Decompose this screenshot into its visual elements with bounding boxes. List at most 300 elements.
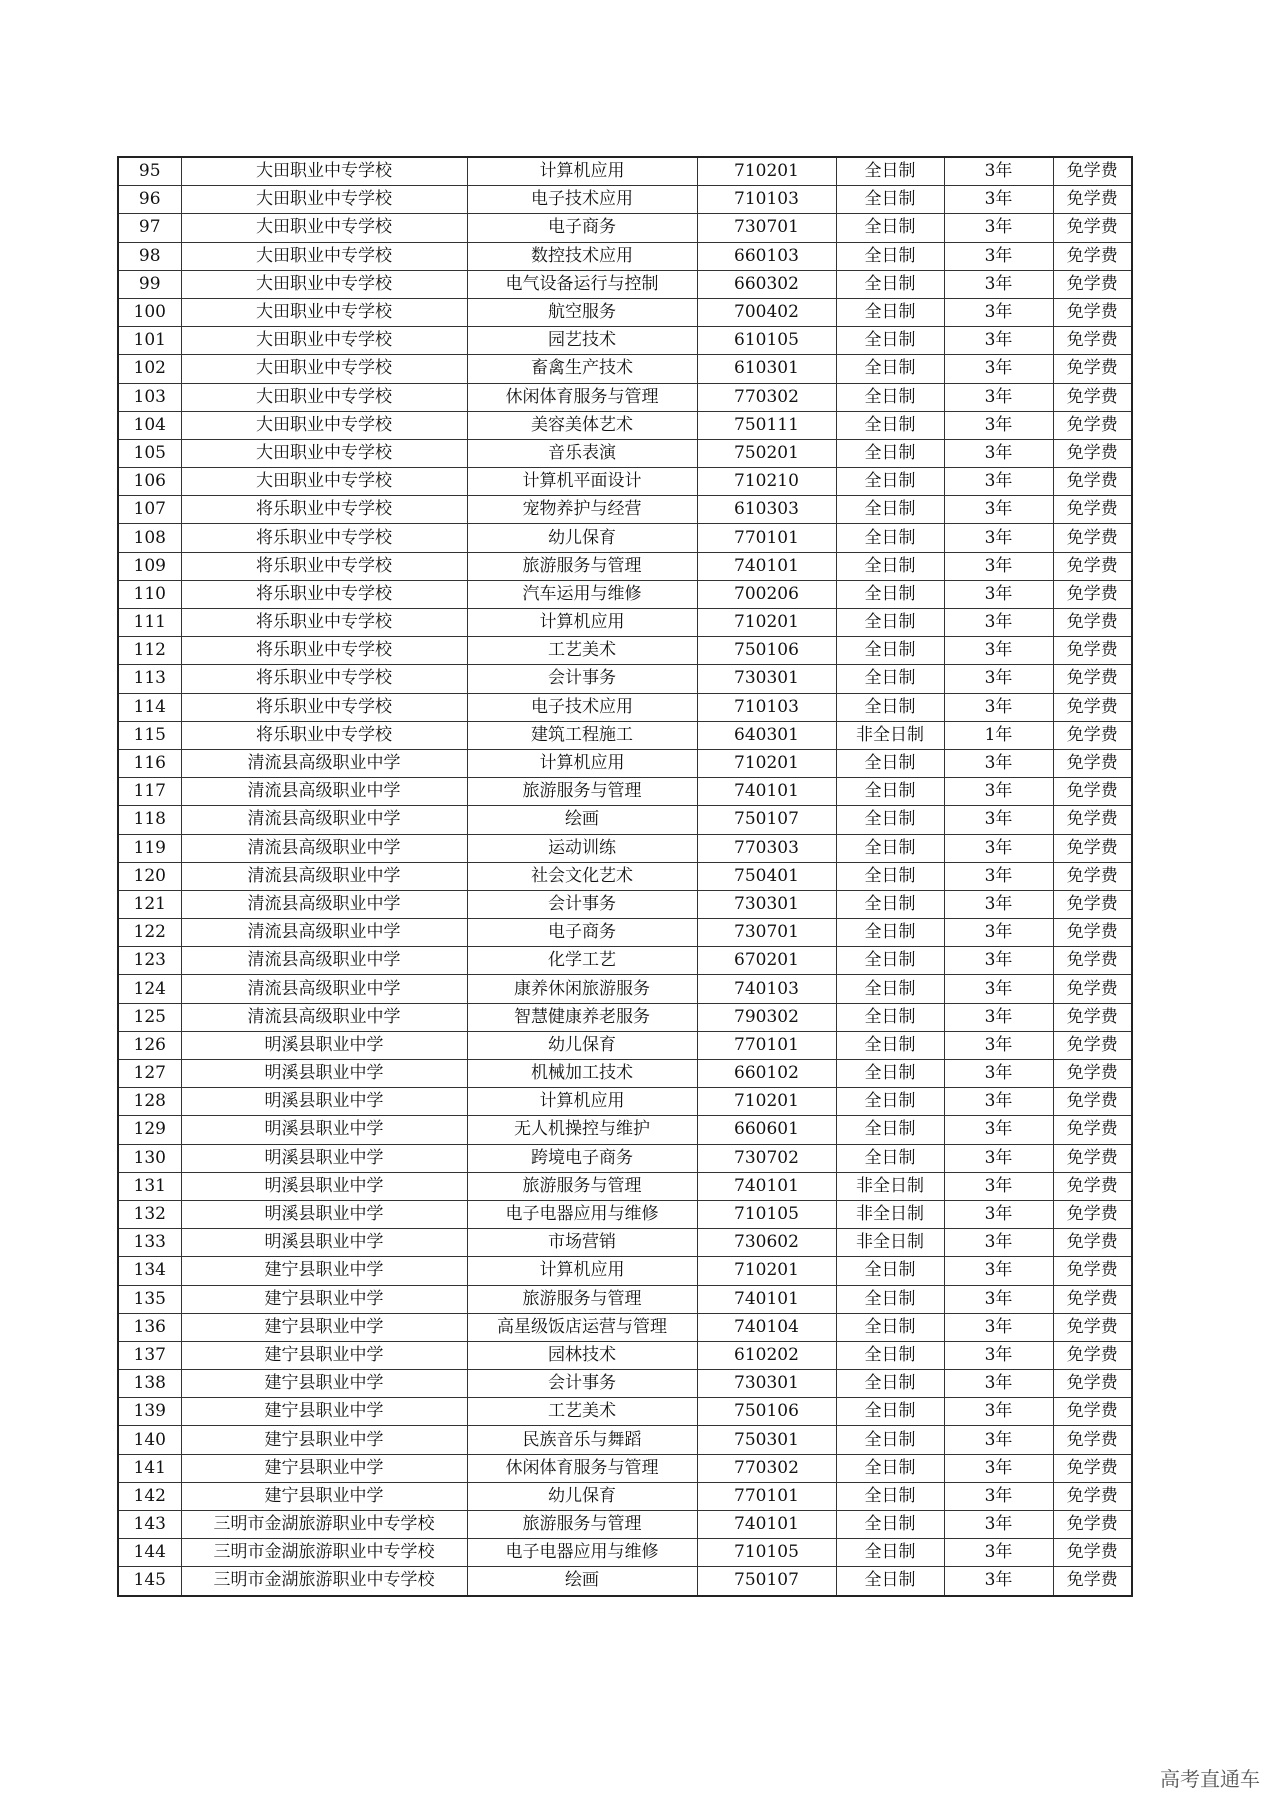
study-mode-cell: 全日制 [836, 1060, 944, 1088]
row-number-cell: 133 [118, 1229, 181, 1257]
duration-cell: 3年 [944, 1285, 1053, 1313]
study-mode-cell: 非全日制 [836, 1172, 944, 1200]
tuition-cell: 免学费 [1053, 1172, 1132, 1200]
tuition-cell: 免学费 [1053, 919, 1132, 947]
table-row [118, 749, 1132, 777]
table-row [118, 1003, 1132, 1031]
table-row [118, 609, 1132, 637]
school-cell: 清流县高级职业中学 [181, 806, 467, 834]
row-number-cell: 138 [118, 1370, 181, 1398]
study-mode-cell: 非全日制 [836, 721, 944, 749]
table-row [118, 327, 1132, 355]
tuition-cell: 免学费 [1053, 1567, 1132, 1596]
row-number-cell: 97 [118, 214, 181, 242]
tuition-cell: 免学费 [1053, 1200, 1132, 1228]
school-cell: 清流县高级职业中学 [181, 778, 467, 806]
table-row [118, 1341, 1132, 1369]
tuition-cell: 免学费 [1053, 242, 1132, 270]
school-cell: 建宁县职业中学 [181, 1313, 467, 1341]
study-mode-cell: 全日制 [836, 778, 944, 806]
tuition-cell: 免学费 [1053, 1144, 1132, 1172]
table-row [118, 1060, 1132, 1088]
row-number-cell: 107 [118, 496, 181, 524]
major-code-cell: 730701 [697, 214, 836, 242]
duration-cell: 3年 [944, 665, 1053, 693]
duration-cell: 3年 [944, 834, 1053, 862]
school-cell: 明溪县职业中学 [181, 1116, 467, 1144]
row-number-cell: 111 [118, 609, 181, 637]
row-number-cell: 134 [118, 1257, 181, 1285]
duration-cell: 3年 [944, 609, 1053, 637]
row-number-cell: 98 [118, 242, 181, 270]
duration-cell: 3年 [944, 552, 1053, 580]
duration-cell: 3年 [944, 157, 1053, 186]
study-mode-cell: 全日制 [836, 947, 944, 975]
duration-cell: 3年 [944, 214, 1053, 242]
table-row [118, 439, 1132, 467]
study-mode-cell: 全日制 [836, 1088, 944, 1116]
duration-cell: 3年 [944, 890, 1053, 918]
duration-cell: 3年 [944, 1172, 1053, 1200]
major-code-cell: 740101 [697, 552, 836, 580]
duration-cell: 3年 [944, 947, 1053, 975]
school-cell: 大田职业中专学校 [181, 383, 467, 411]
major-code-cell: 700402 [697, 298, 836, 326]
major-cell: 美容美体艺术 [467, 411, 697, 439]
row-number-cell: 117 [118, 778, 181, 806]
table-row [118, 1031, 1132, 1059]
row-number-cell: 118 [118, 806, 181, 834]
row-number-cell: 131 [118, 1172, 181, 1200]
school-cell: 三明市金湖旅游职业中专学校 [181, 1511, 467, 1539]
major-cell: 建筑工程施工 [467, 721, 697, 749]
study-mode-cell: 全日制 [836, 1426, 944, 1454]
major-cell: 旅游服务与管理 [467, 778, 697, 806]
school-cell: 大田职业中专学校 [181, 270, 467, 298]
major-code-cell: 740101 [697, 1172, 836, 1200]
major-cell: 会计事务 [467, 665, 697, 693]
row-number-cell: 142 [118, 1482, 181, 1510]
study-mode-cell: 全日制 [836, 1116, 944, 1144]
study-mode-cell: 全日制 [836, 496, 944, 524]
major-cell: 数控技术应用 [467, 242, 697, 270]
major-cell: 航空服务 [467, 298, 697, 326]
table-row [118, 1285, 1132, 1313]
duration-cell: 3年 [944, 327, 1053, 355]
row-number-cell: 121 [118, 890, 181, 918]
row-number-cell: 144 [118, 1539, 181, 1567]
major-cell: 计算机平面设计 [467, 468, 697, 496]
tuition-cell: 免学费 [1053, 355, 1132, 383]
school-cell: 大田职业中专学校 [181, 327, 467, 355]
duration-cell: 3年 [944, 1567, 1053, 1596]
major-cell: 电子商务 [467, 919, 697, 947]
enrollment-table [117, 156, 1133, 1597]
school-cell: 将乐职业中专学校 [181, 580, 467, 608]
major-cell: 会计事务 [467, 1370, 697, 1398]
study-mode-cell: 全日制 [836, 1511, 944, 1539]
table-row [118, 1200, 1132, 1228]
major-cell: 幼儿保育 [467, 1031, 697, 1059]
study-mode-cell: 全日制 [836, 439, 944, 467]
major-cell: 旅游服务与管理 [467, 1172, 697, 1200]
duration-cell: 3年 [944, 1060, 1053, 1088]
duration-cell: 3年 [944, 355, 1053, 383]
table-row [118, 665, 1132, 693]
school-cell: 明溪县职业中学 [181, 1172, 467, 1200]
duration-cell: 3年 [944, 975, 1053, 1003]
major-cell: 宠物养护与经营 [467, 496, 697, 524]
major-cell: 电子商务 [467, 214, 697, 242]
major-code-cell: 790302 [697, 1003, 836, 1031]
row-number-cell: 119 [118, 834, 181, 862]
tuition-cell: 免学费 [1053, 834, 1132, 862]
duration-cell: 3年 [944, 298, 1053, 326]
tuition-cell: 免学费 [1053, 1370, 1132, 1398]
major-code-cell: 610202 [697, 1341, 836, 1369]
row-number-cell: 109 [118, 552, 181, 580]
row-number-cell: 126 [118, 1031, 181, 1059]
major-cell: 绘画 [467, 806, 697, 834]
school-cell: 清流县高级职业中学 [181, 834, 467, 862]
school-cell: 建宁县职业中学 [181, 1426, 467, 1454]
major-cell: 园艺技术 [467, 327, 697, 355]
major-code-cell: 750301 [697, 1426, 836, 1454]
table-row [118, 1482, 1132, 1510]
major-cell: 民族音乐与舞蹈 [467, 1426, 697, 1454]
table-row [118, 1370, 1132, 1398]
major-code-cell: 740101 [697, 1511, 836, 1539]
major-code-cell: 610303 [697, 496, 836, 524]
tuition-cell: 免学费 [1053, 862, 1132, 890]
table-row [118, 1511, 1132, 1539]
tuition-cell: 免学费 [1053, 1031, 1132, 1059]
tuition-cell: 免学费 [1053, 1229, 1132, 1257]
major-code-cell: 770302 [697, 383, 836, 411]
row-number-cell: 99 [118, 270, 181, 298]
major-code-cell: 710201 [697, 1088, 836, 1116]
major-code-cell: 710201 [697, 749, 836, 777]
major-cell: 旅游服务与管理 [467, 1511, 697, 1539]
major-cell: 休闲体育服务与管理 [467, 1454, 697, 1482]
duration-cell: 3年 [944, 1370, 1053, 1398]
tuition-cell: 免学费 [1053, 214, 1132, 242]
duration-cell: 3年 [944, 806, 1053, 834]
major-cell: 畜禽生产技术 [467, 355, 697, 383]
table-row [118, 1313, 1132, 1341]
table-row [118, 496, 1132, 524]
school-cell: 三明市金湖旅游职业中专学校 [181, 1539, 467, 1567]
row-number-cell: 108 [118, 524, 181, 552]
duration-cell: 3年 [944, 862, 1053, 890]
study-mode-cell: 全日制 [836, 890, 944, 918]
study-mode-cell: 全日制 [836, 806, 944, 834]
row-number-cell: 114 [118, 693, 181, 721]
school-cell: 建宁县职业中学 [181, 1454, 467, 1482]
row-number-cell: 143 [118, 1511, 181, 1539]
school-cell: 将乐职业中专学校 [181, 609, 467, 637]
major-cell: 计算机应用 [467, 749, 697, 777]
duration-cell: 3年 [944, 1031, 1053, 1059]
row-number-cell: 124 [118, 975, 181, 1003]
major-cell: 休闲体育服务与管理 [467, 383, 697, 411]
major-cell: 无人机操控与维护 [467, 1116, 697, 1144]
major-cell: 跨境电子商务 [467, 1144, 697, 1172]
major-cell: 机械加工技术 [467, 1060, 697, 1088]
study-mode-cell: 全日制 [836, 270, 944, 298]
major-cell: 智慧健康养老服务 [467, 1003, 697, 1031]
school-cell: 将乐职业中专学校 [181, 637, 467, 665]
major-code-cell: 710210 [697, 468, 836, 496]
major-code-cell: 730301 [697, 665, 836, 693]
row-number-cell: 122 [118, 919, 181, 947]
school-cell: 清流县高级职业中学 [181, 1003, 467, 1031]
table-row [118, 1398, 1132, 1426]
major-code-cell: 730301 [697, 890, 836, 918]
table-row [118, 1088, 1132, 1116]
table-body [118, 157, 1132, 1596]
table-row [118, 1257, 1132, 1285]
table-row [118, 975, 1132, 1003]
school-cell: 清流县高级职业中学 [181, 919, 467, 947]
tuition-cell: 免学费 [1053, 1116, 1132, 1144]
tuition-cell: 免学费 [1053, 327, 1132, 355]
duration-cell: 3年 [944, 270, 1053, 298]
study-mode-cell: 全日制 [836, 1539, 944, 1567]
table-row [118, 524, 1132, 552]
major-code-cell: 770302 [697, 1454, 836, 1482]
major-code-cell: 710201 [697, 1257, 836, 1285]
row-number-cell: 130 [118, 1144, 181, 1172]
tuition-cell: 免学费 [1053, 665, 1132, 693]
major-cell: 旅游服务与管理 [467, 552, 697, 580]
tuition-cell: 免学费 [1053, 157, 1132, 186]
tuition-cell: 免学费 [1053, 1511, 1132, 1539]
row-number-cell: 123 [118, 947, 181, 975]
table-row [118, 298, 1132, 326]
major-cell: 电子技术应用 [467, 693, 697, 721]
table-row [118, 186, 1132, 214]
tuition-cell: 免学费 [1053, 1426, 1132, 1454]
tuition-cell: 免学费 [1053, 496, 1132, 524]
school-cell: 明溪县职业中学 [181, 1200, 467, 1228]
duration-cell: 1年 [944, 721, 1053, 749]
major-code-cell: 710103 [697, 186, 836, 214]
row-number-cell: 96 [118, 186, 181, 214]
duration-cell: 3年 [944, 1116, 1053, 1144]
row-number-cell: 140 [118, 1426, 181, 1454]
major-code-cell: 730701 [697, 919, 836, 947]
tuition-cell: 免学费 [1053, 1257, 1132, 1285]
tuition-cell: 免学费 [1053, 383, 1132, 411]
tuition-cell: 免学费 [1053, 778, 1132, 806]
major-code-cell: 640301 [697, 721, 836, 749]
duration-cell: 3年 [944, 1144, 1053, 1172]
study-mode-cell: 全日制 [836, 1285, 944, 1313]
duration-cell: 3年 [944, 1454, 1053, 1482]
row-number-cell: 145 [118, 1567, 181, 1596]
major-cell: 计算机应用 [467, 1257, 697, 1285]
row-number-cell: 137 [118, 1341, 181, 1369]
study-mode-cell: 全日制 [836, 1003, 944, 1031]
major-code-cell: 660601 [697, 1116, 836, 1144]
major-code-cell: 770303 [697, 834, 836, 862]
tuition-cell: 免学费 [1053, 975, 1132, 1003]
row-number-cell: 102 [118, 355, 181, 383]
major-code-cell: 750107 [697, 806, 836, 834]
study-mode-cell: 全日制 [836, 1454, 944, 1482]
school-cell: 将乐职业中专学校 [181, 693, 467, 721]
school-cell: 大田职业中专学校 [181, 186, 467, 214]
study-mode-cell: 全日制 [836, 1370, 944, 1398]
row-number-cell: 141 [118, 1454, 181, 1482]
school-cell: 清流县高级职业中学 [181, 890, 467, 918]
tuition-cell: 免学费 [1053, 186, 1132, 214]
school-cell: 清流县高级职业中学 [181, 947, 467, 975]
duration-cell: 3年 [944, 383, 1053, 411]
duration-cell: 3年 [944, 468, 1053, 496]
tuition-cell: 免学费 [1053, 298, 1132, 326]
school-cell: 清流县高级职业中学 [181, 749, 467, 777]
study-mode-cell: 全日制 [836, 1031, 944, 1059]
major-cell: 电子电器应用与维修 [467, 1200, 697, 1228]
table-row [118, 1539, 1132, 1567]
row-number-cell: 104 [118, 411, 181, 439]
table-row [118, 468, 1132, 496]
school-cell: 清流县高级职业中学 [181, 975, 467, 1003]
duration-cell: 3年 [944, 1426, 1053, 1454]
study-mode-cell: 全日制 [836, 609, 944, 637]
row-number-cell: 115 [118, 721, 181, 749]
table-row [118, 637, 1132, 665]
duration-cell: 3年 [944, 1200, 1053, 1228]
study-mode-cell: 全日制 [836, 919, 944, 947]
study-mode-cell: 全日制 [836, 157, 944, 186]
table-row [118, 890, 1132, 918]
duration-cell: 3年 [944, 439, 1053, 467]
tuition-cell: 免学费 [1053, 1398, 1132, 1426]
major-code-cell: 710201 [697, 157, 836, 186]
major-code-cell: 610301 [697, 355, 836, 383]
major-code-cell: 740103 [697, 975, 836, 1003]
row-number-cell: 110 [118, 580, 181, 608]
school-cell: 大田职业中专学校 [181, 468, 467, 496]
duration-cell: 3年 [944, 580, 1053, 608]
tuition-cell: 免学费 [1053, 806, 1132, 834]
duration-cell: 3年 [944, 411, 1053, 439]
table-row [118, 383, 1132, 411]
row-number-cell: 125 [118, 1003, 181, 1031]
tuition-cell: 免学费 [1053, 439, 1132, 467]
row-number-cell: 113 [118, 665, 181, 693]
major-code-cell: 750401 [697, 862, 836, 890]
tuition-cell: 免学费 [1053, 890, 1132, 918]
study-mode-cell: 全日制 [836, 242, 944, 270]
major-cell: 高星级饭店运营与管理 [467, 1313, 697, 1341]
duration-cell: 3年 [944, 778, 1053, 806]
table-row [118, 1144, 1132, 1172]
duration-cell: 3年 [944, 496, 1053, 524]
tuition-cell: 免学费 [1053, 609, 1132, 637]
duration-cell: 3年 [944, 1511, 1053, 1539]
row-number-cell: 101 [118, 327, 181, 355]
major-cell: 工艺美术 [467, 1398, 697, 1426]
table-row [118, 580, 1132, 608]
major-cell: 计算机应用 [467, 157, 697, 186]
major-cell: 会计事务 [467, 890, 697, 918]
major-code-cell: 750111 [697, 411, 836, 439]
table-row [118, 1426, 1132, 1454]
school-cell: 将乐职业中专学校 [181, 524, 467, 552]
major-code-cell: 750107 [697, 1567, 836, 1596]
major-cell: 园林技术 [467, 1341, 697, 1369]
row-number-cell: 135 [118, 1285, 181, 1313]
major-cell: 电气设备运行与控制 [467, 270, 697, 298]
table-row [118, 1116, 1132, 1144]
study-mode-cell: 全日制 [836, 411, 944, 439]
row-number-cell: 95 [118, 157, 181, 186]
tuition-cell: 免学费 [1053, 1341, 1132, 1369]
tuition-cell: 免学费 [1053, 1539, 1132, 1567]
school-cell: 建宁县职业中学 [181, 1285, 467, 1313]
major-code-cell: 770101 [697, 1031, 836, 1059]
school-cell: 明溪县职业中学 [181, 1060, 467, 1088]
tuition-cell: 免学费 [1053, 468, 1132, 496]
study-mode-cell: 全日制 [836, 637, 944, 665]
major-cell: 幼儿保育 [467, 524, 697, 552]
school-cell: 建宁县职业中学 [181, 1482, 467, 1510]
major-code-cell: 660102 [697, 1060, 836, 1088]
study-mode-cell: 全日制 [836, 214, 944, 242]
tuition-cell: 免学费 [1053, 749, 1132, 777]
study-mode-cell: 全日制 [836, 834, 944, 862]
school-cell: 清流县高级职业中学 [181, 862, 467, 890]
duration-cell: 3年 [944, 693, 1053, 721]
tuition-cell: 免学费 [1053, 693, 1132, 721]
study-mode-cell: 全日制 [836, 862, 944, 890]
row-number-cell: 136 [118, 1313, 181, 1341]
table-row [118, 355, 1132, 383]
major-code-cell: 770101 [697, 1482, 836, 1510]
tuition-cell: 免学费 [1053, 1454, 1132, 1482]
duration-cell: 3年 [944, 1003, 1053, 1031]
table-row [118, 157, 1132, 186]
major-code-cell: 660302 [697, 270, 836, 298]
study-mode-cell: 全日制 [836, 186, 944, 214]
study-mode-cell: 全日制 [836, 298, 944, 326]
duration-cell: 3年 [944, 637, 1053, 665]
duration-cell: 3年 [944, 1398, 1053, 1426]
study-mode-cell: 全日制 [836, 665, 944, 693]
row-number-cell: 116 [118, 749, 181, 777]
major-cell: 市场营销 [467, 1229, 697, 1257]
row-number-cell: 132 [118, 1200, 181, 1228]
major-cell: 康养休闲旅游服务 [467, 975, 697, 1003]
table-row [118, 806, 1132, 834]
table-row [118, 947, 1132, 975]
duration-cell: 3年 [944, 1313, 1053, 1341]
study-mode-cell: 全日制 [836, 975, 944, 1003]
table-row [118, 1567, 1132, 1596]
study-mode-cell: 全日制 [836, 1567, 944, 1596]
major-code-cell: 770101 [697, 524, 836, 552]
study-mode-cell: 全日制 [836, 355, 944, 383]
study-mode-cell: 全日制 [836, 524, 944, 552]
major-code-cell: 610105 [697, 327, 836, 355]
study-mode-cell: 非全日制 [836, 1200, 944, 1228]
watermark: 高考直通车 [1160, 1767, 1260, 1791]
major-code-cell: 740101 [697, 1285, 836, 1313]
